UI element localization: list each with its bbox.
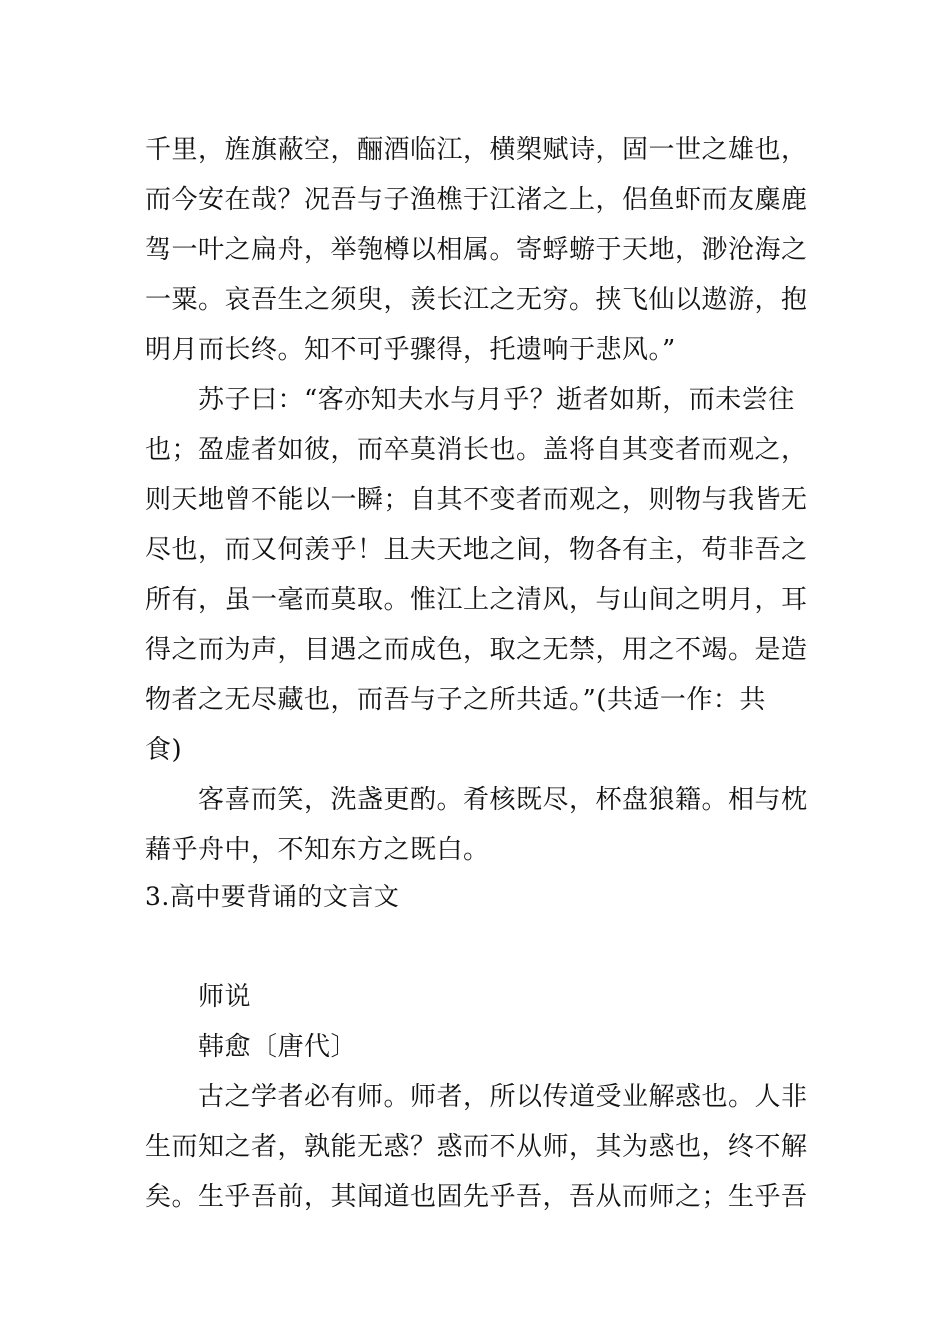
text-line: 而今安在哉？况吾与子渔樵于江渚之上，侣鱼虾而友麋鹿 xyxy=(145,185,808,215)
text-line: 也；盈虚者如彼，而卒莫消长也。盖将自其变者而观之， xyxy=(145,435,808,465)
text-line: 所有，虽一毫而莫取。惟江上之清风，与山间之明月，耳 xyxy=(145,585,808,615)
text-line: 驾一叶之扁舟，举匏樽以相属。寄蜉蝣于天地，渺沧海之 xyxy=(145,235,808,265)
paragraph-start-line: 古之学者必有师。师者，所以传道受业解惑也。人非 xyxy=(198,1082,808,1112)
text-line: 生而知之者，孰能无惑？惑而不从师，其为惑也，终不解 xyxy=(145,1132,808,1162)
text-line: 矣。生乎吾前，其闻道也固先乎吾，吾从而师之；生乎吾 xyxy=(145,1182,808,1212)
paragraph-start-line: 客喜而笑，洗盏更酌。肴核既尽，杯盘狼籍。相与枕 xyxy=(198,785,808,815)
text-line: 食) xyxy=(145,735,183,765)
text-line: 一粟。哀吾生之须臾，羡长江之无穷。挟飞仙以遨游，抱 xyxy=(145,285,808,315)
paragraph-start-line: 苏子曰：“客亦知夫水与月乎？逝者如斯，而未尝往 xyxy=(198,385,795,415)
text-line: 藉乎舟中，不知东方之既白。 xyxy=(145,835,490,865)
text-line: 尽也，而又何羡乎！且夫天地之间，物各有主，苟非吾之 xyxy=(145,535,808,565)
text-line: 明月而长终。知不可乎骤得，托遗响于悲风。” xyxy=(145,335,676,365)
essay-title: 师说 xyxy=(198,982,252,1012)
text-line: 千里，旌旗蔽空，酾酒临江，横槊赋诗，固一世之雄也， xyxy=(145,135,808,165)
essay-author: 韩愈〔唐代〕 xyxy=(198,1032,358,1062)
text-line: 物者之无尽藏也，而吾与子之所共适。”(共适一作：共 xyxy=(145,685,766,715)
section-heading: 3.高中要背诵的文言文 xyxy=(145,882,400,911)
text-line: 则天地曾不能以一瞬；自其不变者而观之，则物与我皆无 xyxy=(145,485,808,515)
text-line: 得之而为声，目遇之而成色，取之无禁，用之不竭。是造 xyxy=(145,635,808,665)
